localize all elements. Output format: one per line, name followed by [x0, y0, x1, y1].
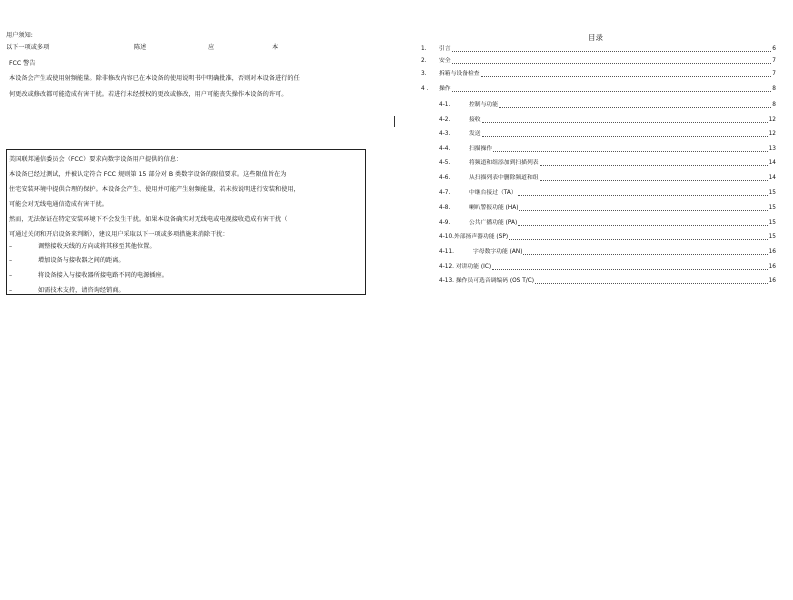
- fcc-info-line: 本设备已经过测试，并被认定符合 FCC 规则第 15 部分对 B 类数字设备的限值要求。这些限值旨在为: [9, 171, 287, 178]
- toc-entry-page: 15: [768, 190, 776, 196]
- toc-entry-page: 8: [772, 86, 776, 92]
- measure-item: 调整接收天线的方向或将其移至其他位置。: [38, 243, 156, 250]
- toc-entry[interactable]: [421, 277, 776, 286]
- toc-entry-number: 4-4.: [439, 146, 451, 152]
- notice-line-part-4: 本: [272, 44, 279, 51]
- toc-entry[interactable]: [421, 263, 776, 272]
- toc-entry-page: 16: [768, 264, 776, 270]
- toc-entry-page: 7: [772, 58, 776, 64]
- toc-entry-page: 12: [768, 131, 776, 137]
- toc-entry-page: 16: [768, 278, 776, 284]
- toc-leader: [493, 151, 767, 152]
- toc-entry-title: 操作: [439, 86, 451, 92]
- toc-entry[interactable]: [421, 45, 776, 54]
- toc-entry-title: 拆箱与设备检查: [439, 71, 480, 77]
- toc-entry-number: 4 .: [421, 86, 429, 92]
- bullet-mark: –: [9, 243, 13, 250]
- fcc-info-line: 美国联邦通信委员会（FCC）要求向数字设备用户提供的信息：: [9, 156, 183, 163]
- toc-entry-number: 2.: [421, 58, 427, 64]
- toc-entry[interactable]: [421, 130, 776, 139]
- toc-entry[interactable]: [421, 101, 776, 110]
- toc-leader: [518, 225, 767, 226]
- toc-entry-page: 15: [768, 234, 776, 240]
- toc-entry[interactable]: [421, 85, 776, 94]
- toc-leader: [535, 283, 768, 284]
- toc-entry[interactable]: [421, 116, 776, 125]
- toc-entry-title: 4-10.外部扬声器功能 (SP): [439, 234, 509, 240]
- toc-entry-page: 8: [772, 102, 776, 108]
- toc-entry-title: 将频道和组添加到扫描列表: [469, 160, 539, 166]
- toc-entry-title: 字母数字功能 (AN): [473, 249, 523, 255]
- toc-leader: [499, 107, 771, 108]
- toc-entry-page: 12: [768, 117, 776, 123]
- page-divider-mark: [394, 116, 395, 127]
- toc-entry[interactable]: [421, 174, 776, 183]
- toc-leader: [518, 195, 768, 196]
- toc-entry[interactable]: [421, 159, 776, 168]
- toc-entry-title: 喇叭警报功能 (HA): [469, 205, 519, 211]
- toc-entry-page: 14: [768, 175, 776, 181]
- toc-entry[interactable]: [421, 248, 776, 257]
- toc-leader: [452, 51, 772, 52]
- toc-entry-title: 引言: [439, 46, 451, 52]
- fcc-info-line: 然而，无法保证在特定安装环境下不会发生干扰。如果本设备确实对无线电或电视接收造成有害干扰（: [9, 216, 288, 223]
- toc-entry-number: 4-5.: [439, 160, 451, 166]
- toc-entry-title: 中继台接过（TA）: [469, 190, 517, 196]
- measure-item: 增加设备与接收器之间的距离。: [38, 257, 125, 264]
- notice-line-part-1: 以下一项或多项: [6, 44, 50, 51]
- toc-entry-number: 3.: [421, 71, 427, 77]
- toc-leader: [523, 254, 767, 255]
- notice-line-part-3: 应: [208, 44, 215, 51]
- toc-entry-page: 15: [768, 205, 776, 211]
- toc-leader: [492, 269, 767, 270]
- toc-entry-title: 控制与功能: [469, 102, 498, 108]
- notice-line-part-2: 陈述: [134, 44, 147, 51]
- measure-item: 将设备接入与接收器所接电路不同的电源插座。: [38, 272, 168, 279]
- toc-leader: [509, 239, 767, 240]
- toc-leader: [452, 63, 772, 64]
- toc-entry[interactable]: [421, 57, 776, 66]
- toc-leader: [481, 76, 772, 77]
- toc-entry-number: 4-8.: [439, 205, 451, 211]
- fcc-warning-line: 本设备会产生或使用射频能量。除非修改内容已在本设备的使用说明书中明确批准，否则对本设备进行的任: [9, 75, 300, 82]
- toc-entry-title: 安全: [439, 58, 451, 64]
- toc-leader: [452, 91, 772, 92]
- toc-entry-number: 1.: [421, 46, 427, 52]
- fcc-info-line: 可通过关闭和开启设备来判断），建议用户采取以下一项或多项措施来消除干扰：: [9, 231, 229, 238]
- fcc-warning-title: FCC 警告: [9, 60, 36, 67]
- notice-title: 用户须知:: [6, 32, 33, 39]
- toc-leader: [519, 210, 767, 211]
- toc-entry[interactable]: [421, 70, 776, 79]
- toc-leader: [482, 122, 768, 123]
- toc-entry-title: 4-13. 操作员可选音调编码 (OS T/C): [439, 278, 535, 284]
- toc-entry-page: 15: [768, 220, 776, 226]
- bullet-mark: –: [9, 287, 13, 294]
- toc-leader: [540, 165, 768, 166]
- toc-entry[interactable]: [421, 204, 776, 213]
- toc-entry[interactable]: [421, 233, 776, 242]
- toc-entry-page: 6: [772, 46, 776, 52]
- toc-entry-title: 4-12. 对讲功能 (IC): [439, 264, 492, 270]
- bullet-mark: –: [9, 257, 13, 264]
- fcc-info-line: 可能会对无线电通信造成有害干扰。: [9, 201, 108, 208]
- toc-entry-number: 4-7.: [439, 190, 451, 196]
- toc-leader: [540, 180, 768, 181]
- bullet-mark: –: [9, 272, 13, 279]
- toc-leader: [482, 136, 768, 137]
- toc-entry-number: 4-3.: [439, 131, 451, 137]
- toc-title: 目录: [588, 33, 603, 42]
- fcc-warning-line: 何更改或修改都可能造成有害干扰。若进行未经授权的更改或修改，用户可能丧失操作本设备的许可。: [9, 91, 288, 98]
- toc-entry[interactable]: [421, 189, 776, 198]
- toc-entry[interactable]: [421, 219, 776, 228]
- toc-entry-number: 4-9.: [439, 220, 451, 226]
- fcc-info-line: 住宅安装环境中提供合理的保护。本设备会产生、使用并可能产生射频能量，若未按说明进行安装和使用，: [9, 186, 300, 193]
- toc-entry-number: 4-1.: [439, 102, 451, 108]
- toc-entry-title: 公共广播功能 (PA): [469, 220, 518, 226]
- toc-entry-page: 16: [768, 249, 776, 255]
- toc-entry-page: 7: [772, 71, 776, 77]
- toc-entry-title: 扫描操作: [469, 146, 493, 152]
- toc-entry-page: 14: [768, 160, 776, 166]
- toc-entry-title: 接收: [469, 117, 481, 123]
- toc-entry[interactable]: [421, 145, 776, 154]
- toc-entry-number: 4-2.: [439, 117, 451, 123]
- measure-item: 如需技术支持，请咨询经销商。: [38, 287, 125, 294]
- toc-entry-number: 4-11.: [439, 249, 454, 255]
- toc-entry-title: 发送: [469, 131, 481, 137]
- toc-entry-title: 从扫描列表中删除频道和组: [469, 175, 539, 181]
- toc-entry-number: 4-6.: [439, 175, 451, 181]
- toc-entry-page: 13: [768, 146, 776, 152]
